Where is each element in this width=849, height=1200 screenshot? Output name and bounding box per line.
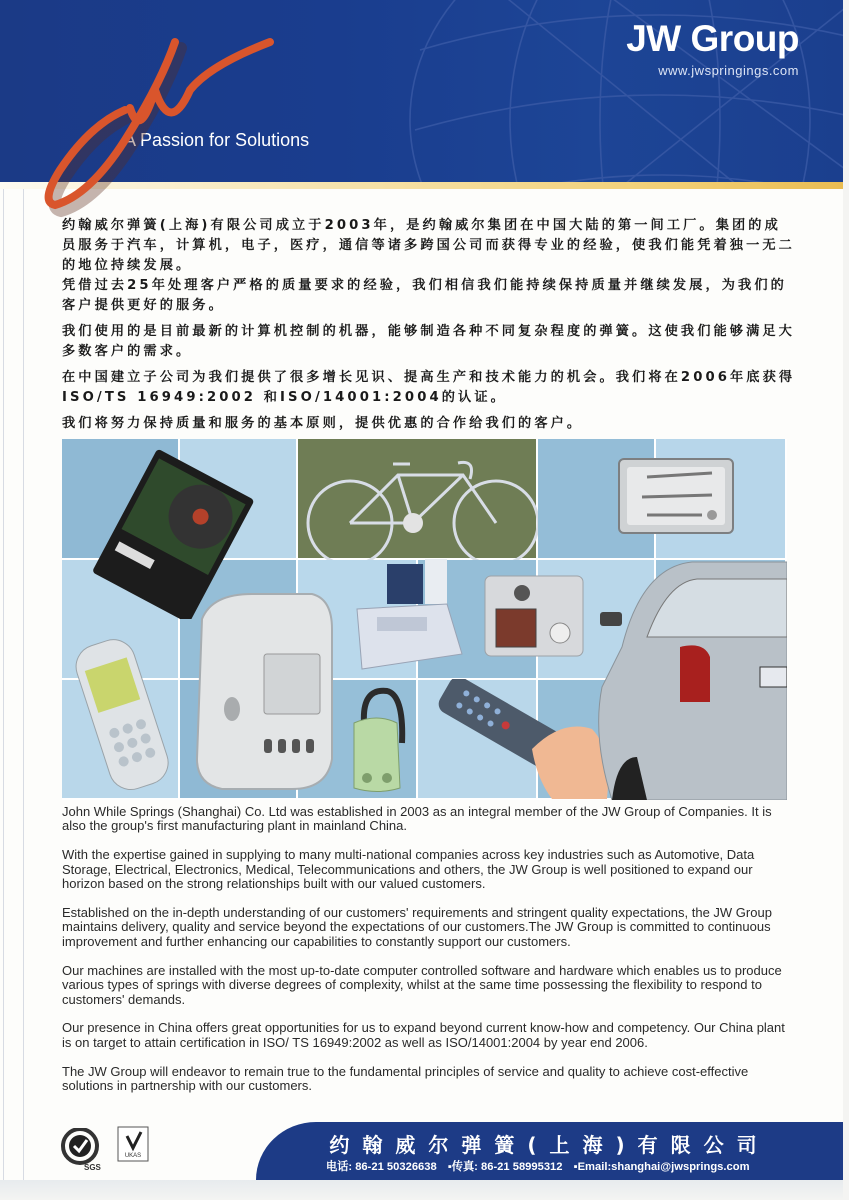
chinese-paragraph: 凭借过去25年处理客户严格的质量要求的经验，我们相信我们能持续保持质量并继续发展，为我们的客户提供更好的服务。 [62, 278, 787, 313]
english-paragraph: Established on the in-depth understanding of our customers' requirements and stringent quality expectations, the JW Group maintains delivery, quality and service beyond the expectations of our customers.The JW Group is committed to continuous improvement and further enhancing our capabilities to constantly support our customers. [62, 905, 772, 949]
chinese-paragraph: 我们使用的是目前最新的计算机控制的机器，能够制造各种不同复杂程度的弹簧。这使我们能够满足大多数客户的需求。 [62, 324, 795, 359]
page-bottom-shadow [0, 1180, 843, 1200]
website-link[interactable]: www.jwspringings.com [658, 63, 799, 78]
footer-contact-bar [256, 1122, 843, 1180]
chinese-paragraph: 约翰威尔弹簧(上海)有限公司成立于2003年，是约翰威尔集团在中国大陆的第一间工厂。集团的成员服务于汽车，计算机，电子，医疗，通信等诸多跨国公司而获得专业的经验，使我们能凭着独一无二的地位持续发展。 [62, 218, 795, 273]
fax-number: ▪传真: 86-21 58995312 [447, 1161, 563, 1173]
fax-machine-image [347, 559, 467, 674]
bicycle-image [298, 439, 538, 560]
surgical-instruments-image [617, 457, 737, 537]
brand-title: JW Group [626, 18, 799, 59]
footer-contact-line [326, 1158, 758, 1174]
footer-company-name: 约翰威尔弹簧(上海)有限公司 [329, 1133, 770, 1157]
english-paragraph: Our presence in China offers great opportunities for us to expand beyond current know-how and competency. Our China plant is on target to attain certification in ISO/ TS 16949:2002 as well as ISO/14001:2004 by year end 2006. [62, 1020, 785, 1050]
chinese-intro [62, 216, 797, 440]
ukas-label: UKAS [124, 1153, 142, 1159]
jw-logo-icon [20, 30, 320, 220]
digital-camera-image [482, 573, 587, 663]
english-paragraph: John While Springs (Shanghai) Co. Ltd was established in 2003 as an integral member of the JW Group of Companies. It is also the group's first manufacturing plant in mainland China. [62, 804, 772, 834]
chinese-paragraph: 在中国建立子公司为我们提供了很多增长见识、提高生产和技术能力的机会。我们将在2006年底获得ISO/TS 16949:2002 和ISO/14001:2004的认证。 [62, 370, 796, 405]
vacuum-cleaner-image [342, 683, 412, 798]
phone-number: 电话: 86-21 50326638 [326, 1161, 437, 1173]
mobile-phone-image [67, 629, 182, 799]
product-collage [62, 439, 787, 800]
english-body [62, 805, 790, 1108]
email-link[interactable]: ▪Email:shanghai@jwsprings.com [573, 1161, 750, 1173]
sgs-certification-icon [60, 1128, 104, 1172]
chinese-paragraph: 我们将努力保持质量和服务的基本原则，提供优惠的合作给我们的客户。 [62, 416, 584, 431]
tagline: A Passion for Solutions [124, 130, 310, 150]
english-paragraph: The JW Group will endeavor to remain true to the fundamental principles of service and quality to achieve cost-effective solutions in partnership with our customers. [62, 1063, 749, 1094]
sgs-label: SGS [84, 1163, 101, 1172]
ukas-certification-icon [117, 1126, 149, 1166]
english-paragraph: With the expertise gained in supplying to many multi-national companies across key industries such as Automotive, Data Storage, Electrical, Electronics, Medical, Telecommunications and others, the JW Group is well positioned to expand our horizon based on the strong relationships built with our valued customers. [62, 847, 755, 892]
car-image [592, 557, 787, 800]
english-paragraph: Our machines are installed with the most up-to-date computer controlled software and hardware which enables us to produce various types of springs with diverse degrees of complexity, whilst at the same time possessing the flexibility to respond to customers' demands. [62, 962, 782, 1007]
computer-tower-image [192, 589, 342, 799]
